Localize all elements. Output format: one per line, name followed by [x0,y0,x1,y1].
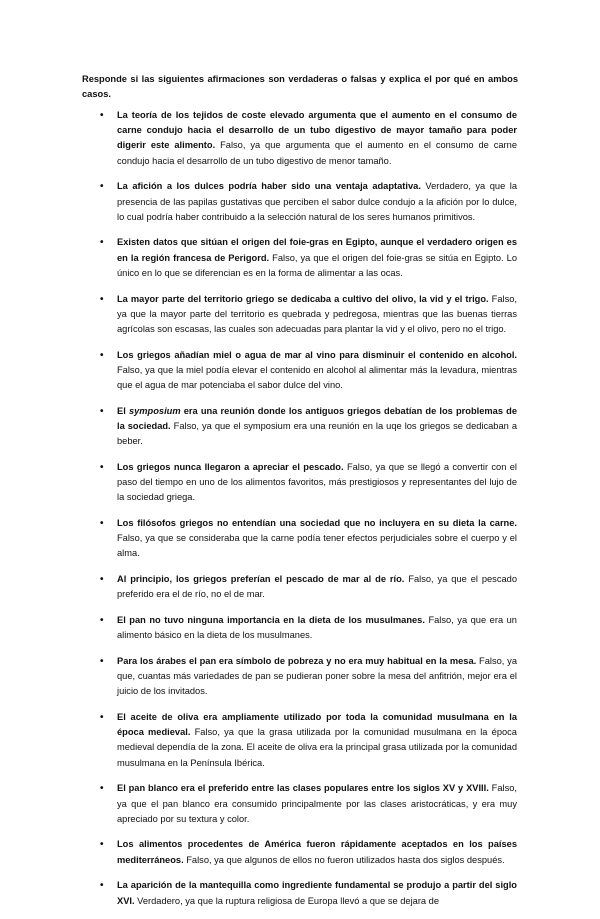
answer: Falso, ya que el pescado preferido era el de río, no el de mar. [117,574,517,600]
statement: Los griegos nunca llegaron a apreciar el pescado. [117,461,344,472]
list-item [0,404,600,450]
list-item [0,572,600,602]
statements-list [0,108,600,919]
list-item [0,460,600,506]
statement-italic-term: symposium [128,405,181,416]
answer: Falso, ya que se consideraba que la carne podía tener efectos perjudiciales sobre el cuerpo y el alma. [117,533,517,559]
answer: Falso, ya que algunos de ellos no fueron utilizados hasta dos siglos después. [186,854,505,865]
answer: Falso, ya que la miel podía elevar el contenido en alcohol al alimentar más la levadura, mientras que el agua de mar potenciaba el sabor dulce del vino. [117,364,517,391]
statement: La afición a los dulces podría haber sido una ventaja adaptativa. [117,181,421,192]
bullet-icon: • [100,712,104,723]
list-item [0,878,600,908]
bullet-icon: • [100,461,104,473]
bullet-icon: • [100,655,104,667]
bullet-icon: • [100,181,104,193]
answer: Verdadero, ya que la presencia de las papilas gustativas que perciben el sabor dulce condujo a la afición por lo dulce, lo cual podría haber contribuido a la selección natural de los seres humanos primitivos. [117,181,517,222]
answer: Falso, ya que era un alimento básico en la dieta de los musulmanes. [117,614,517,641]
answer: Falso, ya que se llegó a convertir con el paso del tiempo en uno de los alimentos favoritos, más prestigiosos y representantes del lujo de la sociedad griega. [117,461,517,503]
bullet-icon: • [100,614,104,626]
bullet-icon: • [100,110,104,121]
statement: Existen datos que sitúan el origen del foie-gras en Egipto, aunque el verdadero origen es en la región francesa de Perigord. [117,237,517,263]
list-item [0,613,600,643]
answer: Falso, ya que el pan blanco era consumido principalmente por las clases aristocráticas, y era muy apreciado por su textura y color. [117,783,517,824]
bullet-icon: • [100,293,104,305]
list-item [0,348,600,394]
list-item [0,108,600,169]
list-item [0,179,600,225]
statement: El aceite de oliva era ampliamente utilizado por toda la comunidad musulmana en la época medieval. [117,712,517,738]
instructions: Responde si las siguientes afirmaciones son verdaderas o falsas y explica el por qué en ambos casos. [82,74,518,99]
answer: Falso, ya que, cuantas más variedades de pan se pudieran poner sobre la mesa del anfitrión, mejor era el juicio de los invitados. [117,655,517,697]
statement: Los alimentos procedentes de América fueron rápidamente aceptados en los países mediterráneos. [117,839,517,865]
list-item [0,710,600,771]
bullet-icon: • [100,574,104,586]
statement: La mayor parte del territorio griego se dedicaba a cultivo del olivo, la vid y el trigo. [117,293,489,304]
statement: El pan no tuvo ninguna importancia en la dieta de los musulmanes. [117,614,425,625]
statement-prefix: El [117,405,129,416]
bullet-icon: • [100,783,104,795]
statement: La teoría de los tejidos de coste elevado argumenta que el aumento en el consumo de carne condujo hacia el desarrollo de un tubo digestivo de mayor tamaño para poder digerir este alimento. [117,110,517,151]
answer: Falso, ya que el origen del foie-gras se sitúa en Egipto. Lo único en lo que se diferencian es en la forma de alimentar a las ocas. [117,252,517,278]
answer: Verdadero, ya que la ruptura religiosa de Europa llevó a que se dejara de [137,895,440,906]
statement: Los filósofos griegos no entendían una sociedad que no incluyera en su dieta la carne. [117,517,517,528]
statement: Los griegos añadían miel o agua de mar al vino para disminuir el contenido en alcohol. [117,349,517,360]
answer: Falso, ya que argumenta que el aumento en el consumo de carne condujo hacia el desarrollo de un tubo digestivo de menor tamaño. [117,140,517,166]
statement: Al principio, los griegos preferían el pescado de mar al de río. [117,574,405,585]
list-item [0,654,600,700]
list-item [0,292,600,338]
answer: Falso, ya que el symposium era una reunión en la uqe los griegos se dedicaban a beber. [117,420,517,447]
bullet-icon: • [100,237,104,249]
bullet-icon: • [100,839,104,851]
statement: Para los árabes el pan era símbolo de pobreza y no era muy habitual en la mesa. [117,655,477,666]
bullet-icon: • [100,880,104,892]
list-item [0,837,600,867]
answer: Falso, ya que la grasa utilizada por la comunidad musulmana en la época medieval dependía de la zona. El aceite de oliva era la principal grasa utilizada por la comunidad musulmana en la Península Ibérica. [117,727,517,768]
statement-suffix: era una reunión donde los antiguos griegos debatían de los problemas de la sociedad. [117,405,517,431]
list-item [0,235,600,281]
list-item [0,781,600,827]
answer: Falso, ya que la mayor parte del territorio es quebrada y pedregosa, mientras que las buenas tierras agrícolas son escasas, las cuales son adecuadas para plantar la vid y el olivo, pero no el trigo. [117,293,517,334]
statement: El pan blanco era el preferido entre las clases populares entre los siglos XV y XVIII. [117,783,489,794]
bullet-icon: • [100,517,104,529]
statement: La aparición de la mantequilla como ingrediente fundamental se produjo a partir del siglo XVI. [117,880,517,906]
bullet-icon: • [100,349,104,361]
list-item [0,516,600,562]
bullet-icon: • [100,405,104,417]
